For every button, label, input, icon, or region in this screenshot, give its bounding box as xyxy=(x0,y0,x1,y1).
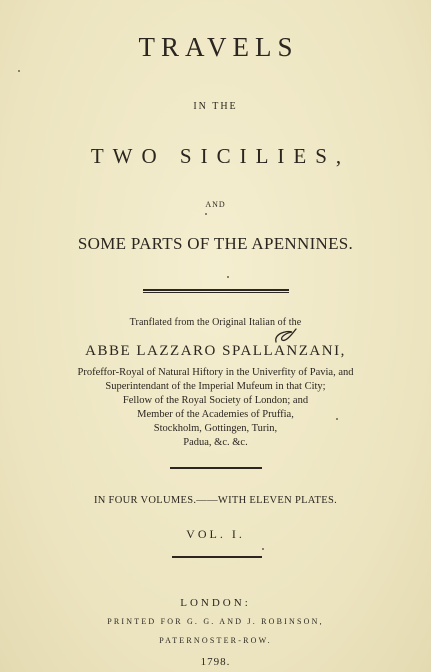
credential-line: Superintendant of the Imperial Mufeum in that City; xyxy=(105,381,326,392)
divider-rule xyxy=(172,556,262,558)
and-text: AND xyxy=(205,200,226,209)
in-the-text: IN THE xyxy=(193,101,238,112)
paper-speck xyxy=(336,418,338,420)
credential-line: Fellow of the Royal Society of London; and xyxy=(122,395,309,406)
author-name: ABBE LAZZARO SPALLANZANI, xyxy=(85,343,346,359)
credential-line: Stockholm, Gottingen, Turin, xyxy=(153,423,278,434)
imprint-city: LONDON: xyxy=(180,597,251,609)
book-title: TRAVELS xyxy=(138,32,299,62)
credential-line: Padua, &c. &c. xyxy=(183,437,248,448)
paper-speck xyxy=(18,70,20,72)
volume-number: VOL. I. xyxy=(186,527,245,541)
divider-rule xyxy=(170,467,262,469)
paper-speck xyxy=(227,276,229,278)
double-rule-bottom xyxy=(143,292,289,293)
secondary-title: SOME PARTS OF THE APENNINES. xyxy=(77,234,354,253)
imprint-printer: PRINTED FOR G. G. AND J. ROBINSON, xyxy=(107,617,324,626)
volumes-note: IN FOUR VOLUMES.——WITH ELEVEN PLATES. xyxy=(93,495,338,506)
translated-note: Tranflated from the Original Italian of the xyxy=(129,317,302,328)
double-rule-top xyxy=(143,289,289,291)
paper-speck xyxy=(262,548,264,550)
paper-speck xyxy=(205,213,207,215)
subject-title: TWO SICILIES, xyxy=(90,144,351,168)
imprint-address: PATERNOSTER-ROW. xyxy=(159,636,272,645)
credential-line: Member of the Academies of Pruffia, xyxy=(137,409,294,420)
author-credentials xyxy=(0,366,431,450)
credential-line: Profeffor-Royal of Natural Hiftory in the Univerfity of Pavia, and xyxy=(77,367,354,378)
imprint-year: 1798. xyxy=(200,656,231,668)
